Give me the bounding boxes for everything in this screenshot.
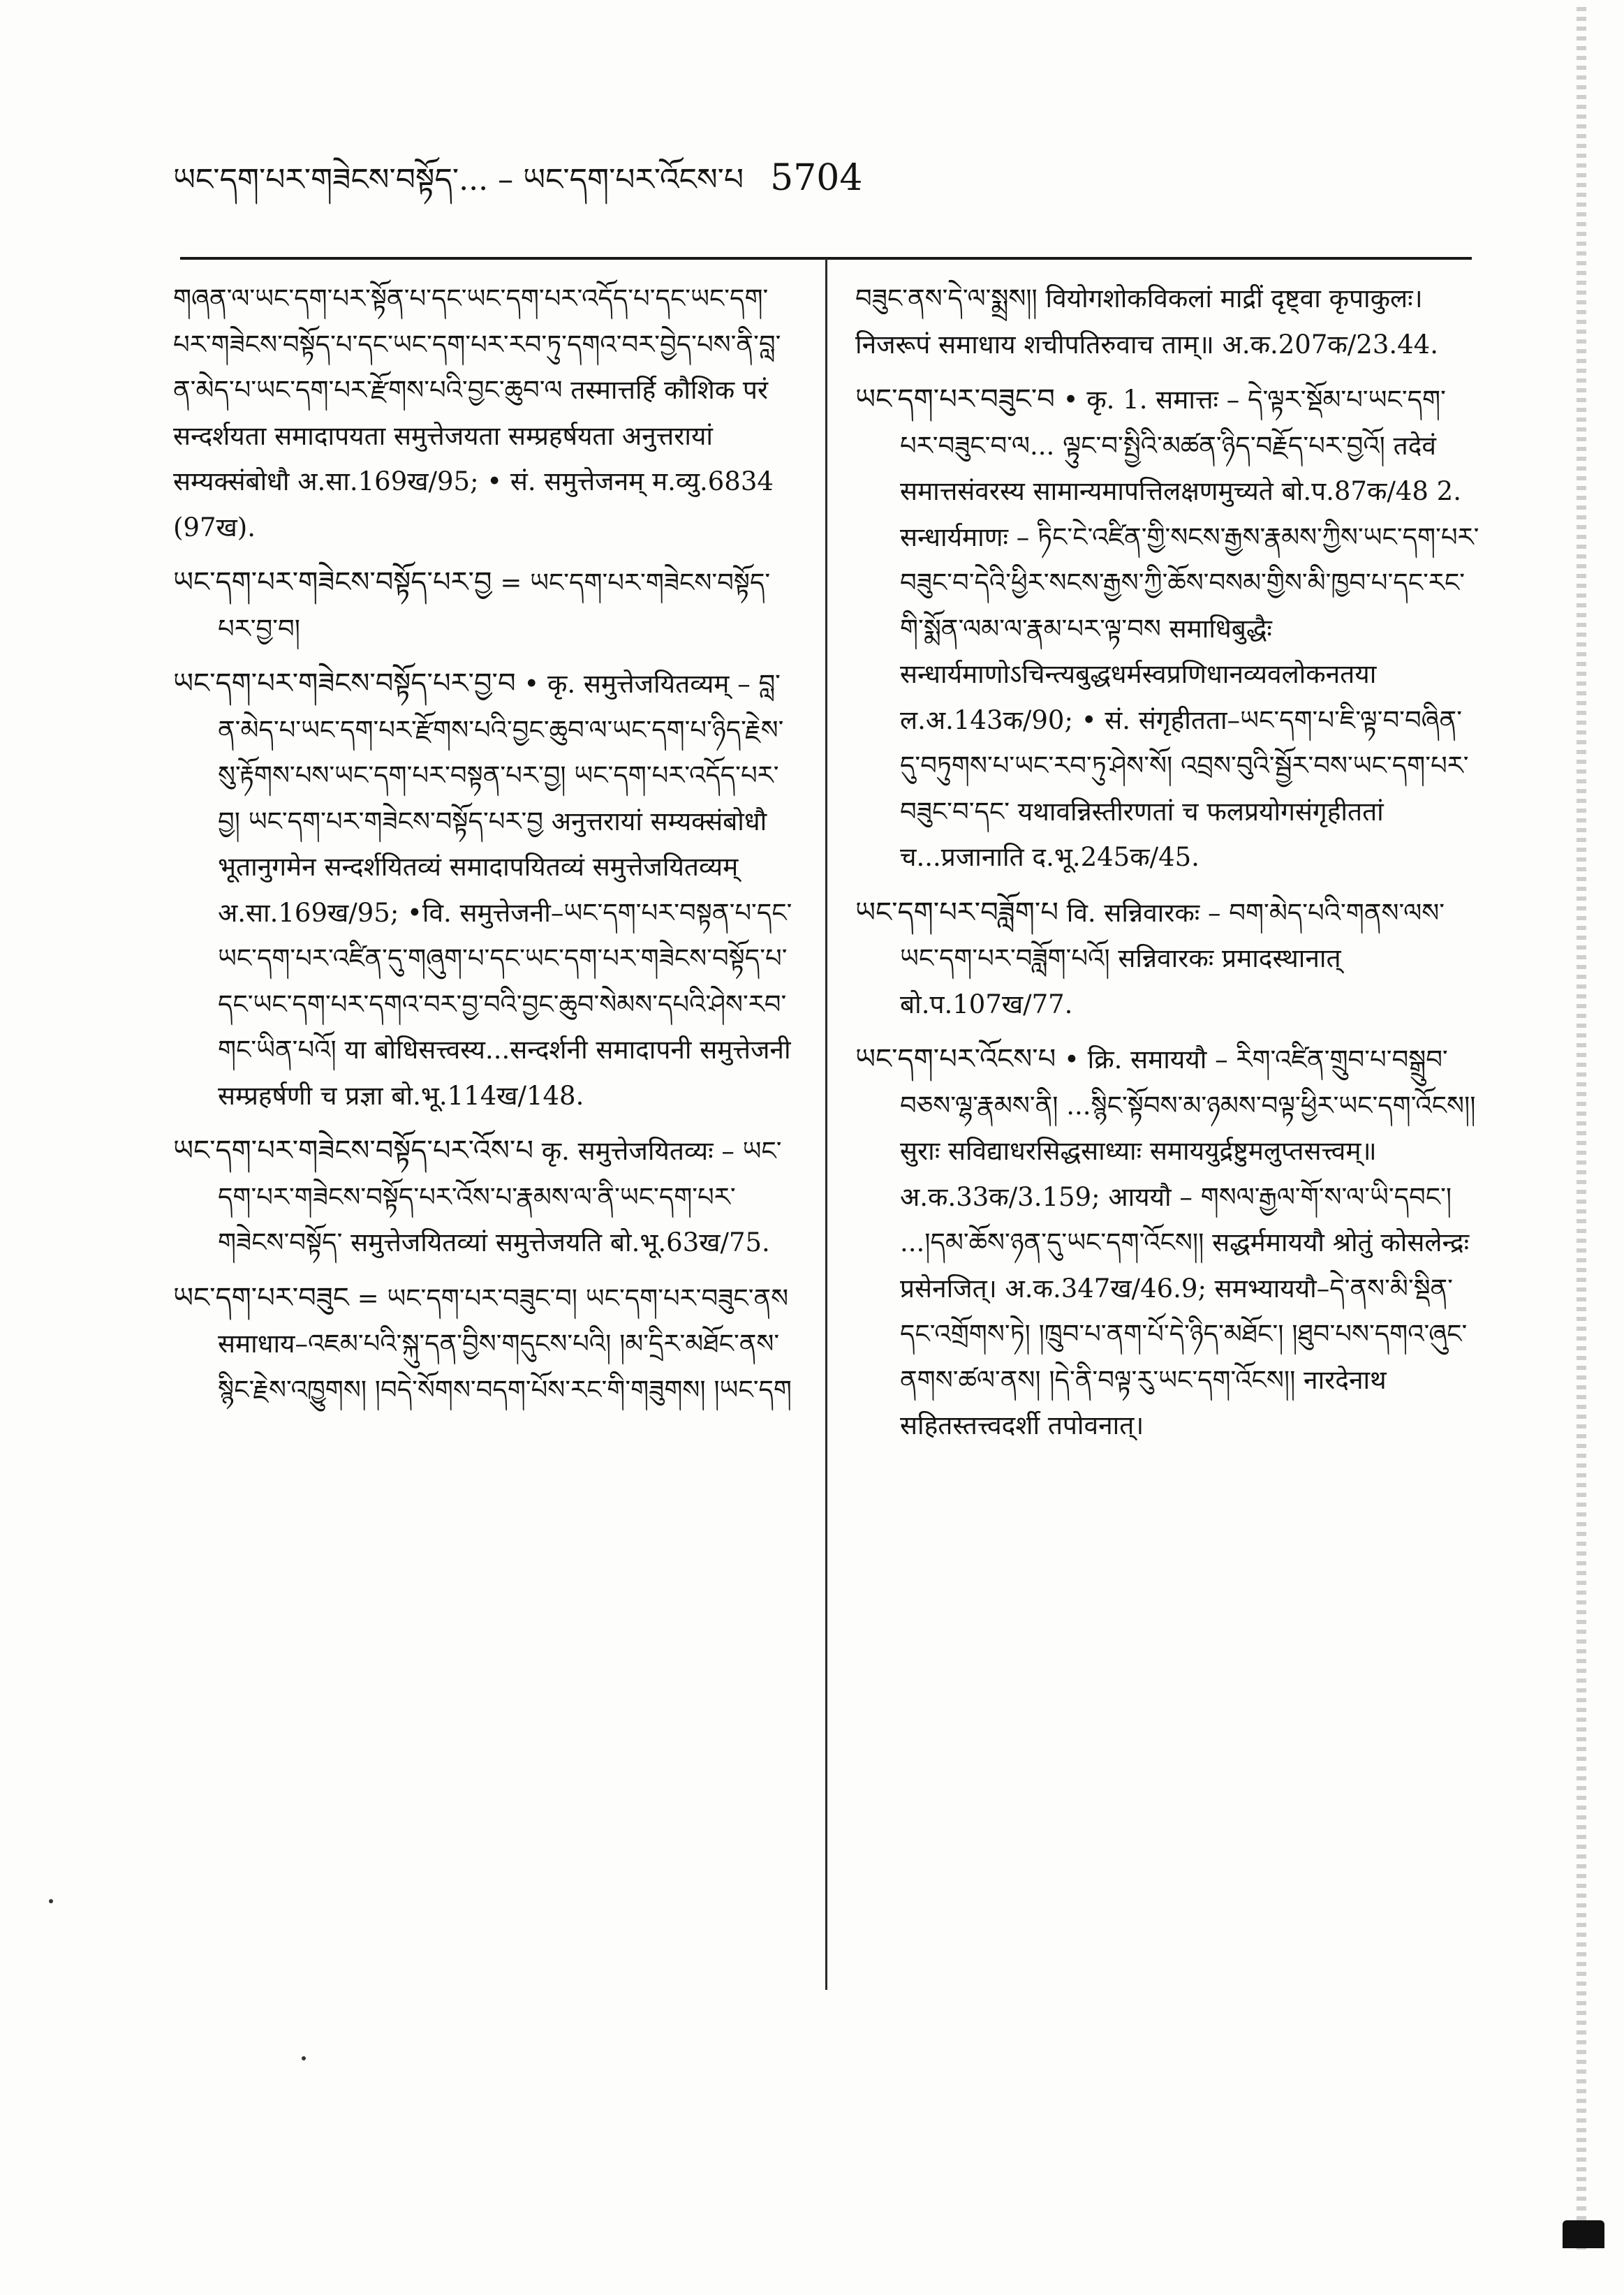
- entry-text: = ཡང་དག་པར་གཟེངས་བསྟོད་པར་བྱ་བ།: [218, 568, 771, 644]
- dictionary-entry: [173, 560, 798, 651]
- entry-text: वि. सन्निवारकः – བག་མེད་པའི་གནས་ལས་ཡང་དག་པར་བཟློག་པའོ། सन्निवारकः प्रमादस्थानात् बो.प.107ख/77.: [900, 897, 1445, 1019]
- dictionary-entry: [855, 890, 1480, 1028]
- entry-continuation: [173, 276, 798, 550]
- entry-text: • कृ. समुत्तेजयितव्यम् – བླ་ན་མེད་པ་ཡང་དག་པར་རྫོགས་པའི་བྱང་ཆུབ་ལ་ཡང་དག་པ་ཉིད་རྗེས་སུ་རྟོགས་པས་ཡང་དག་པར་བསྟན་པར་བྱ། ཡང་དག་པར་འདོད་པར་བྱ། ཡང་དག་པར་གཟེངས་བསྟོད་པར་བྱ अनुत्तरायां सम्यक्संबोधौ भूतानुगमेन सन्दर्शयितव्यं समादापयितव्यं समुत्तेजयितव्यम् अ.सा.169ख/95; •वि. समुत्तेजनी–ཡང་དག་པར་བསྟན་པ་དང་ཡང་དག་པར་འཛིན་དུ་གཞུག་པ་དང་ཡང་དག་པར་གཟེངས་བསྟོད་པ་དང་ཡང་དག་པར་དགའ་བར་བྱ་བའི་བྱང་ཆུབ་སེམས་དཔའི་ཤེས་རབ་གང་ཡིན་པའོ། या बोधिसत्त्वस्य...सन्दर्शनी समादापनी समुत्तेजनी सम्प्रहर्षणी च प्रज्ञा बो.भू.114ख/148.: [218, 669, 792, 1111]
- page-number: 5704: [770, 157, 863, 199]
- dictionary-entry: [173, 1128, 798, 1266]
- left-column: [173, 276, 798, 1979]
- dictionary-entry: [173, 661, 798, 1119]
- entry-text: གཞན་ལ་ཡང་དག་པར་སྟོན་པ་དང་ཡང་དག་པར་འདོད་པ་དང་ཡང་དག་པར་གཟེངས་བསྟོད་པ་དང་ཡང་དག་པར་རབ་ཏུ་དགའ་བར་བྱེད་པས་ནི་བླ་ན་མེད་པ་ཡང་དག་པར་རྫོགས་པའི་བྱང་ཆུབ་ལ तस्मात्तर्हि कौशिक परं सन्दर्शयता समादापयता समुत्तेजयता सम्प्रहर्षयता अनुत्तरायां सम्यक्संबोधौ अ.सा.169ख/95; • सं. समुत्तेजनम् म.व्यु.6834 (97ख).: [173, 283, 781, 543]
- binding-edge: [1577, 7, 1586, 2255]
- entry-text: = ཡང་དག་པར་བཟུང་བ། ཡང་དག་པར་བཟུང་ནས समाधाय–འཇམ་པའི་སྐུ་དན་བྱིས་གདུངས་པའི། །མ་དྲིར་མཐོང་ནས་སྙིང་རྗེས་འཁྱུགས། །བདེ་སོགས་བདག་པོས་རང་གི་གཟུགས། །ཡང་དག: [218, 1283, 792, 1405]
- dictionary-entry: [855, 377, 1480, 880]
- entry-headword: ཡང་དག་པར་བཟུང: [173, 1281, 349, 1314]
- binding-edge-base: [1563, 2220, 1604, 2248]
- right-column: [855, 276, 1480, 1979]
- column-divider: [825, 258, 827, 1990]
- entry-headword: ཡང་དག་པར་བཟློག་པ: [855, 896, 1058, 929]
- dictionary-entry: [855, 1037, 1480, 1449]
- running-head: [173, 150, 871, 206]
- entry-continuation: [855, 276, 1480, 367]
- entry-text: བཟུང་ནས་དེ་ལ་སྨྲས།། वियोगशोकविकलां माद्रीं दृष्ट्वा कृपाकुलः। निजरूपं समाधाय शचीपतिरुवाच ताम्॥ अ.क.207क/23.44.: [855, 283, 1438, 360]
- entry-headword: ཡང་དག་པར་འོངས་པ: [855, 1043, 1056, 1075]
- running-head-text: ཡང་དག་པར་གཟེངས་བསྟོད་... – ཡང་དག་པར་འོངས་པ: [173, 162, 744, 198]
- entry-headword: ཡང་དག་པར་གཟེངས་བསྟོད་པར་བྱ: [173, 566, 492, 598]
- scan-speck: [302, 2056, 306, 2060]
- scan-speck: [49, 1899, 53, 1903]
- entry-headword: ཡང་དག་པར་གཟེངས་བསྟོད་པར་འོས་པ: [173, 1135, 533, 1167]
- entry-headword: ཡང་དག་པར་བཟུང་བ: [855, 383, 1055, 415]
- entry-text: • क्रि. समाययौ – རིག་འཛིན་གྲུབ་པ་བསྒྲུབ་བཅས་ལྷ་རྣམས་ནི། ...སྙིང་སྟོབས་མ་ཉམས་བལྟ་ཕྱིར་ཡང་དག་འོངས།། सुराः सविद्याधरसिद्धसाध्याः समाययुर्द्रष्टुमलुप्तसत्त्वम्॥ अ.क.33क/3.159; आययौ – གསལ་རྒྱལ་གོ་ས་ལ་ཡི་དབང་། ...།དམ་ཆོས་ཉན་དུ་ཡང་དག་འོངས།། सद्धर्ममाययौ श्रोतुं कोसलेन्द्रः प्रसेनजित्। अ.क.347ख/46.9; समभ्याययौ–དེ་ནས་མི་སྡིན་དང་འགྲོགས་ཏེ། །ཁྲུབ་པ་ནག་པོ་དེ་ཉིད་མཐོང་། །ཐུབ་པས་དགའ་ཞུང་ནགས་ཚལ་ནས། །དེ་ནི་བལྟ་རུ་ཡང་དག་འོངས།། नारदेनाथ सहितस्तत्त्वदर्शी तपोवनात्।: [900, 1045, 1476, 1440]
- entry-text: • कृ. 1. समात्तः – དེ་ལྟར་སྡོམ་པ་ཡང་དག་པར་བཟུང་བ་ལ... ལྟུང་བ་སྤྱིའི་མཚན་ཉིད་བརྗོད་པར་བྱའོ། तदेवं समात्तसंवरस्य सामान्यमापत्तिलक्षणमुच्यते बो.प.87क/48 2. सन्धार्यमाणः – ཏིང་ངེ་འཛིན་གྱི་སངས་རྒྱས་རྣམས་ཀྱིས་ཡང་དག་པར་བཟུང་བ་དེའི་ཕྱིར་སངས་རྒྱས་ཀྱི་ཆོས་བསམ་གྱིས་མི་ཁྱབ་པ་དང་རང་གི་སྨོན་ལམ་ལ་རྣམ་པར་ལྟ་བས समाधिबुद्धैः सन्धार्यमाणोऽचिन्त्यबुद्धधर्मस्वप्रणिधानव्यवलोकनतया ल.अ.143क/90; • सं. संगृहीतता–ཡང་དག་པ་ཇི་ལྟ་བ་བཞིན་དུ་བཏུགས་པ་ཡང་རབ་ཏུ་ཤེས་སོ། འབྲས་བུའི་སྦྱོར་བས་ཡང་དག་པར་བཟུང་བ་དང་ यथावन्निस्तीरणतां च फलप्रयोगसंगृहीततां च...प्रजानाति द.भू.245क/45.: [900, 385, 1479, 872]
- entry-text: कृ. समुत्तेजयितव्यः – ཡང་དག་པར་གཟེངས་བསྟོད་པར་འོས་པ་རྣམས་ལ་ནི་ཡང་དག་པར་གཟེངས་བསྟོད་ समुत्तेजयितव्यां समुत्तेजयति बो.भू.63ख/75.: [218, 1136, 782, 1257]
- dictionary-entry: [173, 1276, 798, 1413]
- entry-headword: ཡང་དག་པར་གཟེངས་བསྟོད་པར་བྱ་བ: [173, 667, 516, 700]
